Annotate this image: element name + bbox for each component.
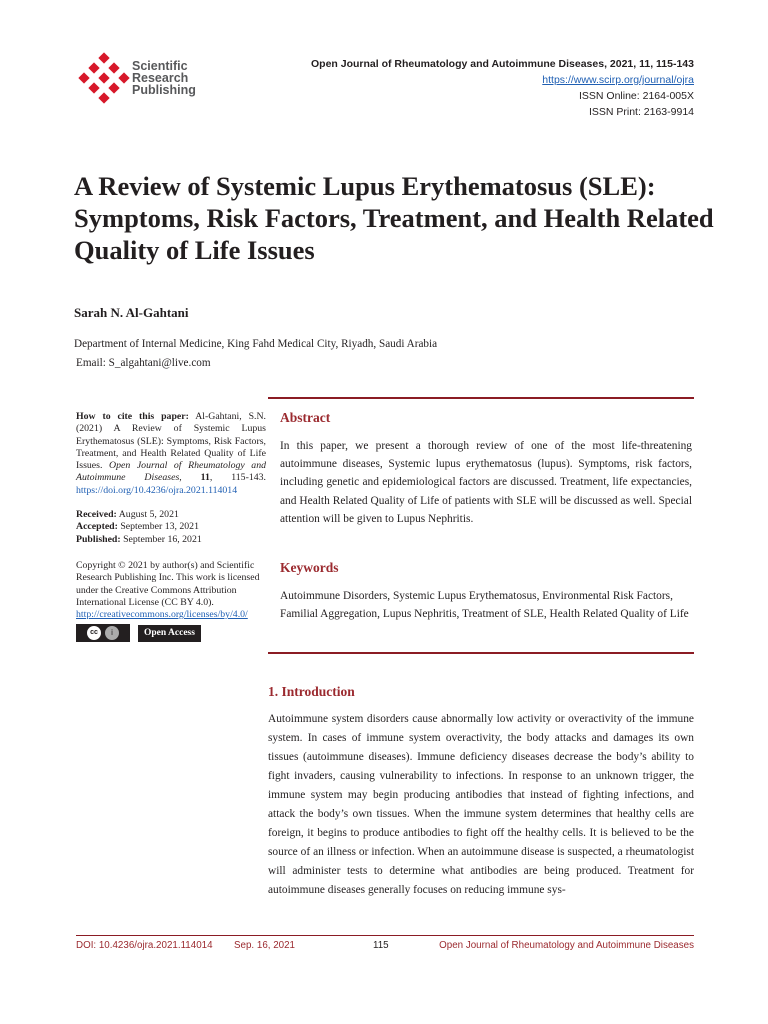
- journal-info: [311, 56, 694, 120]
- cc-icon: cc: [87, 626, 101, 640]
- divider-top: [268, 397, 694, 399]
- journal-citation-line: Open Journal of Rheumatology and Autoimmune Diseases, 2021, 11, 115-143: [311, 58, 694, 70]
- abstract-text: In this paper, we present a thorough review of one of the most life-threatening autoimmune diseases, Systemic lupus erythematosus (lupus). Symptoms, risk factors, including genetic and epidemiological factors are discussed. Treatment, life expectancies, and Health Related Quality of Life of patients with SLE will be discussed as well. Special attention will be given to Lupus Nephritis.: [280, 440, 692, 525]
- keywords-heading: Keywords: [280, 560, 339, 575]
- cite-doi-link[interactable]: https://doi.org/10.4236/ojra.2021.114014: [76, 484, 238, 496]
- issn-print: ISSN Print: 2163-9914: [588, 106, 694, 118]
- publisher-name: Scientific Research Publishing: [132, 59, 196, 97]
- introduction-heading: 1. Introduction: [268, 684, 355, 699]
- divider-bottom: [268, 652, 694, 654]
- copyright-notice: Copyright © 2021 by author(s) and Scientific Research Publishing Inc. This work is licensed under the Creative Commons Attribution International License (CC BY 4.0).: [76, 559, 260, 608]
- open-access-badge: Open Access: [138, 625, 201, 641]
- license-link[interactable]: http://creativecommons.org/licenses/by/4.0/: [76, 609, 248, 621]
- keywords-text: Autoimmune Disorders, Systemic Lupus Erythematosus, Environmental Risk Factors, Familial Aggregation, Lupus Nephritis, Treatment of SLE, Health Related Quality of Life: [280, 590, 689, 620]
- sidebar: [76, 411, 266, 642]
- introduction-text: Autoimmune system disorders cause abnormally low activity or overactivity of the immune system. In cases of immune system overactivity, the body attacks and damages its own tissues (autoimmune diseases). Immune deficiency diseases decrease the body’s ability to fight invaders, causing vulnerability to infections. In response to an unknown trigger, the immune system may begin producing antibodies that instead of fighting infections, and attack the body’s own tissues. When the immune system determines that healthy cells are foreign, it begins to produce antibodies to fight off the healthy cells. It is believed to be the source of an illness or infection. When an autoimmune disease is suspected, a rheumatologist will administer tests to determine what antibodies are being produced. Treatment for autoimmune diseases generally focuses on reducing immune sys-: [268, 713, 694, 896]
- footer-divider: [76, 935, 694, 936]
- paper-title: A Review of Systemic Lupus Erythematosus (SLE): Symptoms, Risk Factors, Treatment, and Health Related Quality of Life Issues: [74, 171, 714, 265]
- publication-dates: Received: August 5, 2021 Accepted: September 13, 2021 Published: September 16, 2021: [76, 509, 202, 545]
- page-footer: [76, 940, 694, 954]
- license-badges: [76, 624, 266, 642]
- how-to-cite: How to cite this paper: Al-Gahtani, S.N. (2021) A Review of Systemic Lupus Erythematosus (SLE): Symptoms, Risk Factors, Treatment, and Health Related Quality of Life Issues. Open Journal of Rheumatology and Autoimmune Diseases, 11, 115-143. https://doi.org/10.4236/ojra.2021.114014: [76, 411, 267, 496]
- by-icon: i: [105, 626, 119, 640]
- journal-url-link[interactable]: https://www.scirp.org/journal/ojra: [542, 74, 694, 86]
- author-email: Email: S_algahtani@live.com: [76, 357, 211, 369]
- author-name: Sarah N. Al-Gahtani: [74, 305, 189, 320]
- page-number: 115: [373, 940, 389, 951]
- cc-by-badge[interactable]: [76, 624, 130, 642]
- footer-date: Sep. 16, 2021: [234, 940, 296, 951]
- footer-journal-name: Open Journal of Rheumatology and Autoimmune Diseases: [439, 940, 694, 951]
- issn-online: ISSN Online: 2164-005X: [579, 90, 694, 102]
- abstract-heading: Abstract: [280, 410, 331, 425]
- footer-doi[interactable]: DOI: 10.4236/ojra.2021.114014: [76, 940, 213, 951]
- author-affiliation: Department of Internal Medicine, King Fahd Medical City, Riyadh, Saudi Arabia: [74, 338, 438, 350]
